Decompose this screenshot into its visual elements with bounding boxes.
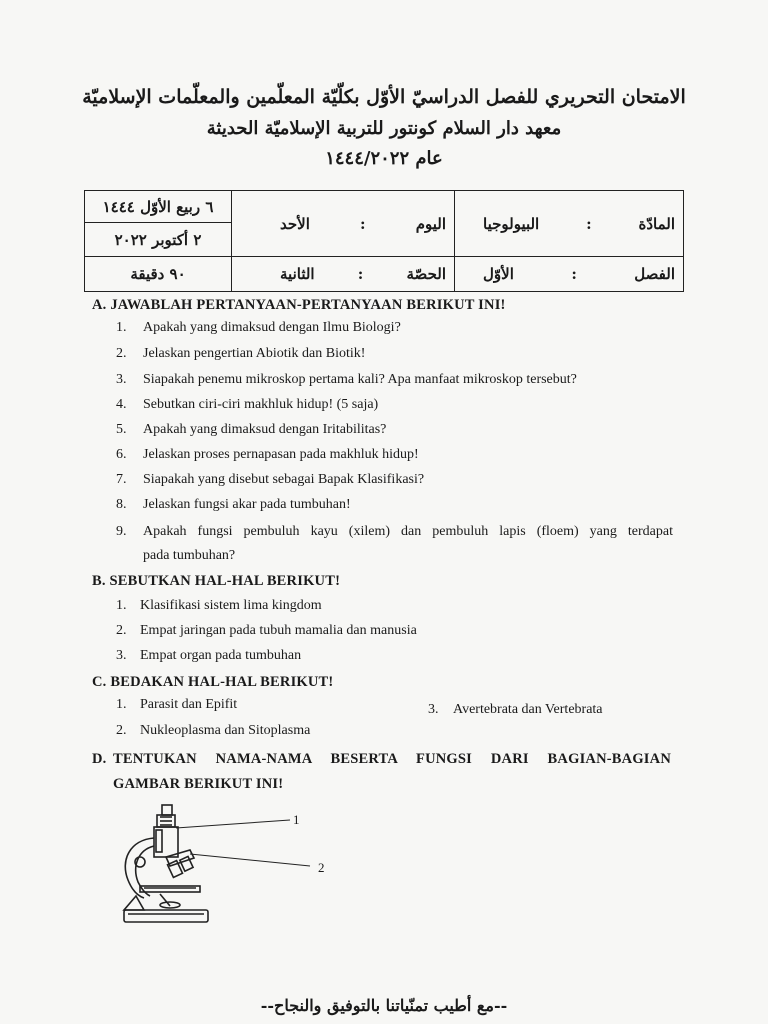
section-a-title: A. JAWABLAH PERTANYAAN-PERTANYAAN BERIKUT INI!	[92, 297, 506, 313]
microscope-illustration	[110, 800, 340, 930]
subject-value: البيولوجيا	[483, 214, 540, 233]
pointer-line-1	[176, 820, 290, 828]
institution-name: معهد دار السلام كونتور للتربية الإسلاميّة الحديثة	[206, 118, 562, 139]
stage	[140, 886, 200, 892]
label-2: 2	[318, 860, 325, 875]
period-value: الثانية	[280, 265, 315, 283]
question-b1: Klasifikasi sistem lima kingdom	[140, 598, 322, 613]
closing-wish: --مع أطيب تمنّياتنا بالتوفيق والنجاح--	[260, 996, 508, 1015]
day-label: اليوم	[415, 214, 446, 233]
academic-year: عام ١٤٤٤/٢٠٢٢	[325, 148, 443, 169]
duration: ٩٠ دقيقة	[85, 257, 232, 292]
exam-info-table	[84, 190, 684, 292]
question-a9: Apakah fungsi pembuluh kayu (xilem) dan pembuluh lapis (floem) yang terdapat	[143, 524, 673, 539]
section-c-title: C. BEDAKAN HAL-HAL BERIKUT!	[92, 674, 334, 690]
class-value: الأوّل	[483, 265, 514, 283]
day-cell: اليوم : الأحد	[232, 191, 455, 257]
question-c2: Nukleoplasma dan Sitoplasma	[140, 723, 311, 738]
question-a1: Apakah yang dimaksud dengan Ilmu Biologi?	[143, 320, 401, 335]
question-a2: Jelaskan pengertian Abiotik dan Biotik!	[143, 346, 366, 361]
pointer-line-2	[190, 854, 310, 866]
date-hijri: ٦ ربيع الأوّل ١٤٤٤	[85, 191, 232, 223]
class-cell: الفصل : الأوّل	[455, 257, 684, 292]
section-d-title: TENTUKAN NAMA-NAMA BESERTA FUNGSI DARI BAGIAN-BAGIAN	[113, 751, 671, 767]
question-c3: Avertebrata dan Vertebrata	[453, 702, 603, 717]
question-c1: Parasit dan Epifit	[140, 697, 238, 712]
section-b-title: B. SEBUTKAN HAL-HAL BERIKUT!	[92, 573, 341, 589]
date-masehi: ٢ أكتوبر ٢٠٢٢	[85, 223, 232, 257]
label-1: 1	[293, 812, 300, 827]
question-b2: Empat jaringan pada tubuh mamalia dan manusia	[140, 623, 417, 638]
question-a6: Jelaskan proses pernapasan pada makhluk hidup!	[143, 447, 419, 462]
microscope-body	[124, 805, 208, 922]
base	[124, 910, 208, 922]
question-a3: Siapakah penemu mikroskop pertama kali? Apa manfaat mikroskop tersebut?	[143, 372, 577, 387]
question-b3: Empat organ pada tumbuhan	[140, 648, 302, 663]
eyepiece	[162, 805, 172, 815]
period-cell: الحصّة : الثانية	[232, 257, 455, 292]
subject-cell: المادّة : البيولوجيا	[455, 191, 684, 257]
day-value: الأحد	[280, 214, 310, 233]
question-a8: Jelaskan fungsi akar pada tumbuhan!	[143, 497, 351, 512]
section-d-title-cont: GAMBAR BERIKUT INI!	[113, 776, 284, 792]
question-a9-cont: pada tumbuhan?	[143, 548, 236, 563]
class-label: الفصل	[634, 265, 675, 283]
question-a4: Sebutkan ciri-ciri makhluk hidup! (5 saja)	[143, 397, 379, 412]
period-label: الحصّة	[406, 265, 446, 283]
question-a7: Siapakah yang disebut sebagai Bapak Klasifikasi?	[143, 472, 425, 487]
question-a5: Apakah yang dimaksud dengan Iritabilitas?	[143, 422, 387, 437]
subject-label: المادّة	[638, 214, 675, 233]
section-d-letter: D.	[92, 751, 107, 767]
exam-title: الامتحان التحريري للفصل الدراسيّ الأوّل بكلّيّة المعلّمين والمعلّمات الإسلاميّة	[82, 86, 686, 108]
